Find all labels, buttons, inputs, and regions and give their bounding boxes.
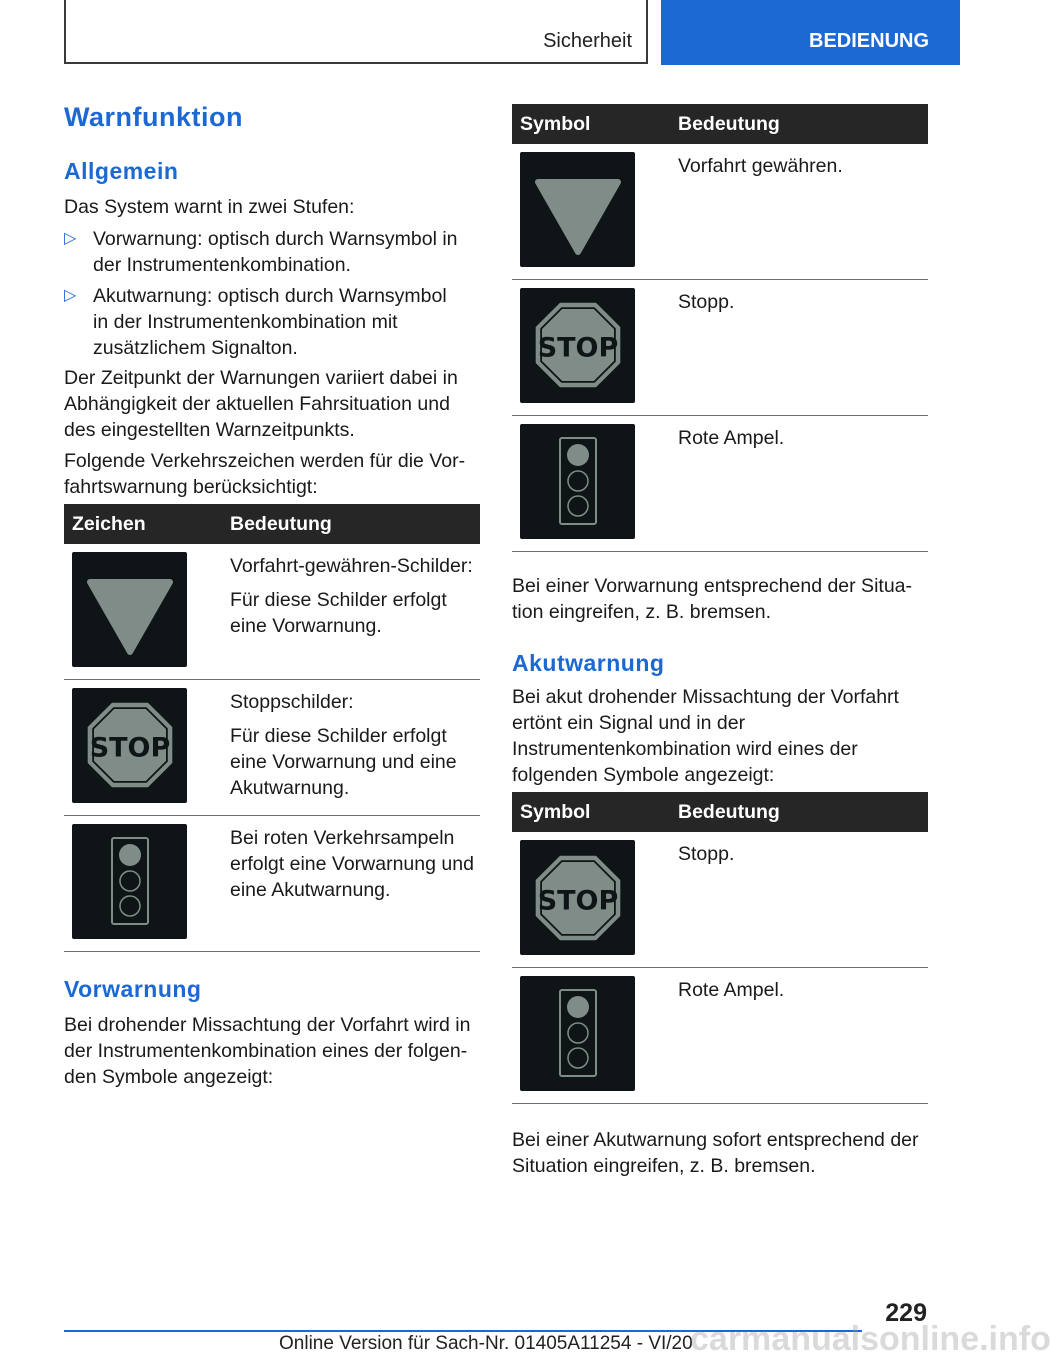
yield-sign-icon — [72, 552, 187, 667]
acute-warning-paragraph: Bei akut drohender Missachtung der Vorfahrt ertönt ein Signal und in der Instrumentenkombination wird eines der folgenden Symbole angezeigt: — [512, 686, 899, 786]
stop-sign-icon — [72, 688, 187, 803]
table-header-zeichen: Zeichen — [64, 504, 230, 544]
table-row — [512, 144, 928, 279]
table-header-symbol: Symbol — [512, 792, 678, 832]
table-row — [512, 279, 928, 415]
watermark: carmanualsonline.info — [690, 1320, 1051, 1358]
intro-text: Das System warnt in zwei Stufen: — [64, 196, 355, 218]
table-header-symbol: Symbol — [512, 104, 678, 144]
table-header-bedeutung: Bedeutung — [678, 792, 928, 832]
cell-text: Für diese Schilder erfolgt eine Vorwarnung. — [230, 589, 447, 637]
cell-text: Rote Ampel. — [678, 967, 928, 1103]
svg-text:STOP: STOP — [89, 732, 170, 764]
svg-text:STOP: STOP — [537, 332, 618, 364]
heading-allgemein: Allgemein — [64, 158, 179, 184]
stop-sign-icon — [520, 840, 635, 955]
table-header-bedeutung: Bedeutung — [230, 504, 480, 544]
prewarning-symbols-table — [512, 104, 928, 552]
cell-text: Stopp. — [678, 279, 928, 415]
prewarning-paragraph: Bei drohender Missachtung der Vorfahrt wird in der Instrumentenkombination eines der folgenden Symbole angezeigt: — [64, 1014, 471, 1088]
cell-text: Für diese Schilder erfolgt eine Vorwarnung und eine Akutwarnung. — [230, 724, 457, 799]
svg-text:STOP: STOP — [537, 885, 618, 917]
list-item — [64, 226, 480, 278]
triangle-bullet-icon: ▷ — [64, 230, 77, 247]
bullet-text: Vorwarnung: optisch durch Warnsymbol in der Instrumentenkombination. — [93, 228, 458, 276]
heading-akutwarnung: Akutwarnung — [512, 650, 665, 676]
timing-paragraph: Der Zeitpunkt der Warnungen variiert dabei in Abhängigkeit der aktuellen Fahrsituation und des eingestellten Warnzeitpunkts. — [64, 367, 458, 441]
cell-text: Stoppschilder: — [230, 690, 354, 713]
table-row — [512, 415, 928, 551]
header-section-label: Sicherheit — [543, 30, 632, 52]
page-number: 229 — [885, 1299, 927, 1327]
online-version-text: Online Version für Sach-Nr. 01405A11254 - VI/20 — [279, 1333, 693, 1354]
stop-sign-icon — [520, 288, 635, 403]
triangle-bullet-icon: ▷ — [64, 287, 77, 304]
header-chapter-tab[interactable]: BEDIENUNG — [661, 0, 960, 65]
cell-text: Bei roten Verkehrsampeln erfolgt eine Vorwarnung und eine Akutwarnung. — [230, 826, 474, 901]
traffic-light-icon — [520, 976, 635, 1091]
table-row — [64, 815, 480, 951]
table-row — [512, 967, 928, 1103]
bullet-text: Akutwarnung: optisch durch Warnsymbol in der Instrumentenkombination mit zusätzlichem Signalton. — [93, 285, 447, 359]
prewarning-action-paragraph: Bei einer Vorwarnung entsprechend der Situation eingreifen, z. B. bremsen. — [512, 575, 913, 623]
table-header-bedeutung: Bedeutung — [678, 104, 928, 144]
heading-vorwarnung: Vorwarnung — [64, 976, 202, 1002]
traffic-light-icon — [520, 424, 635, 539]
acute-action-paragraph: Bei einer Akutwarnung sofort entsprechend der Situation eingreifen, z. B. bremsen. — [512, 1129, 919, 1177]
table-header-row — [512, 792, 928, 832]
page-title: Warnfunktion — [64, 102, 243, 132]
table-row — [512, 832, 928, 967]
table-header-row — [64, 504, 480, 544]
cell-text: Vorfahrt gewähren. — [678, 144, 928, 279]
cell-text: Stopp. — [678, 832, 928, 967]
acute-symbols-table — [512, 792, 928, 1104]
traffic-light-icon — [72, 824, 187, 939]
signs-table — [64, 504, 480, 952]
header-section-tab — [64, 0, 648, 64]
table-header-row — [512, 104, 928, 144]
table-row — [64, 544, 480, 679]
cell-text: Vorfahrt-gewähren-Schilder: — [230, 555, 473, 577]
yield-sign-icon — [520, 152, 635, 267]
signs-intro-paragraph: Folgende Verkehrszeichen werden für die Vorfahrtswarnung berücksichtigt: — [64, 450, 466, 498]
table-row — [64, 679, 480, 815]
list-item — [64, 283, 480, 361]
cell-text: Rote Ampel. — [678, 415, 928, 551]
